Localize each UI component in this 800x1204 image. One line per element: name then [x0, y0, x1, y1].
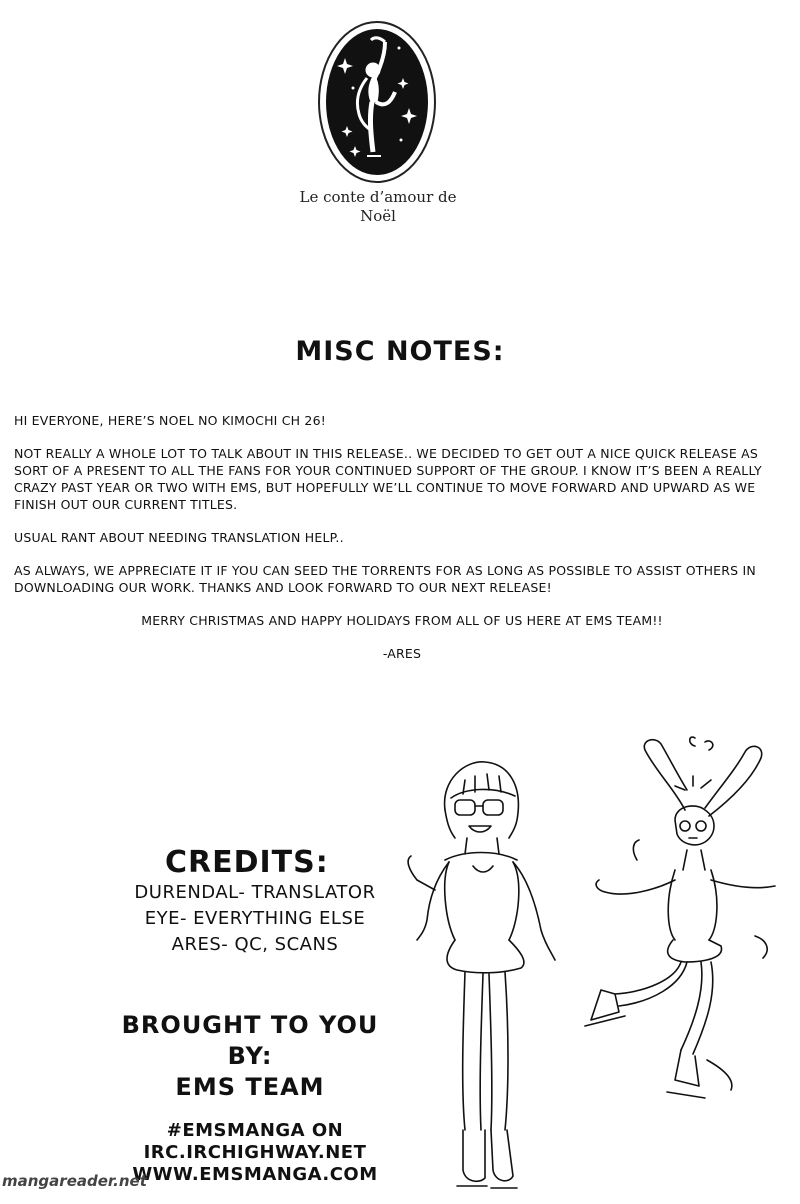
- logo-caption: [250, 188, 506, 226]
- notes-signature: -ARES: [382, 646, 422, 661]
- brought-line1: BROUGHT TO YOU: [121, 1011, 379, 1039]
- contact-links: [110, 1120, 400, 1186]
- girl-with-pigtails-figure: [585, 737, 775, 1098]
- credits-list: [110, 880, 400, 958]
- skaters-illustration: [405, 730, 800, 1200]
- notes-paragraph-translation: USUAL RANT ABOUT NEEDING TRANSLATION HELP..: [14, 530, 344, 545]
- notes-body: [14, 412, 790, 678]
- credit-qc-scans: ARES- QC, SCANS: [171, 934, 339, 955]
- credits-title: CREDITS:: [165, 845, 329, 880]
- notes-paragraph-intro: HI EVERYONE, HERE’S NOEL NO KIMOCHI CH 26!: [14, 413, 326, 428]
- irc-channel: #EMSMANGA ON: [166, 1120, 344, 1141]
- notes-greeting: MERRY CHRISTMAS AND HAPPY HOLIDAYS FROM ALL OF US HERE AT EMS TEAM!!: [141, 613, 663, 628]
- skater-logo-emblem: [315, 18, 440, 188]
- notes-paragraph-release: NOT REALLY A WHOLE LOT TO TALK ABOUT IN THIS RELEASE.. WE DECIDED TO GET OUT A NICE QUICK RELEASE AS SORT OF A PRESENT TO ALL THE FANS FOR YOUR CONTINUED SUPPORT OF THE GROUP. I KNOW IT’S BEEN A REALLY CRAZY PAST YEAR OR TWO WITH EMS, BUT HOPEFULLY WE’LL CONTINUE TO MOVE FORWARD AND UPWARD AS WE FINISH OUT OUR CURRENT TITLES.: [14, 446, 762, 512]
- brought-to-you: [100, 1010, 400, 1103]
- irc-server-link[interactable]: IRC.IRCHIGHWAY.NET: [143, 1142, 367, 1163]
- logo-caption-line2: Noël: [360, 207, 396, 225]
- credit-translator: DURENDAL- TRANSLATOR: [134, 882, 376, 903]
- website-link[interactable]: WWW.EMSMANGA.COM: [132, 1164, 378, 1185]
- brought-line3: EMS TEAM: [175, 1073, 325, 1101]
- credit-everything-else: EYE- EVERYTHING ELSE: [144, 908, 366, 929]
- site-watermark: mangareader.net: [2, 1172, 147, 1190]
- brought-line2: BY:: [227, 1042, 273, 1070]
- girl-with-glasses-figure: [408, 762, 555, 1188]
- notes-title: MISC NOTES:: [295, 336, 505, 367]
- logo-caption-line1: Le conte d’amour de: [299, 188, 457, 206]
- notes-paragraph-torrents: AS ALWAYS, WE APPRECIATE IT IF YOU CAN SEED THE TORRENTS FOR AS LONG AS POSSIBLE TO ASSIST OTHERS IN DOWNLOADING OUR WORK. THANKS AND LOOK FORWARD TO OUR NEXT RELEASE!: [14, 563, 756, 595]
